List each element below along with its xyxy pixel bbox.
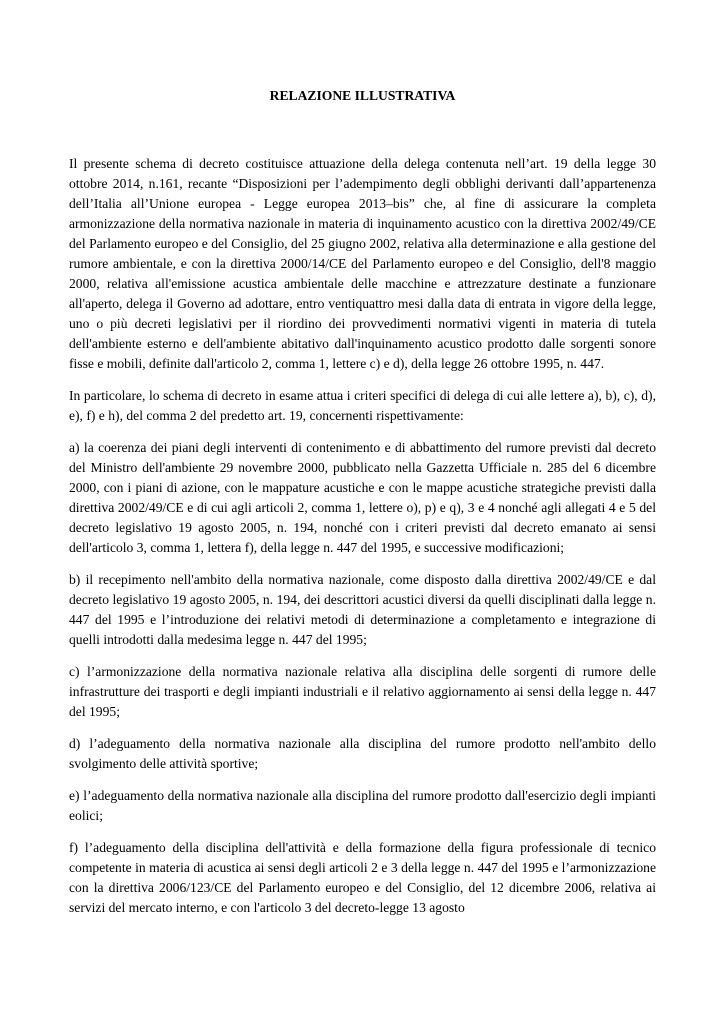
paragraph-criteria: In particolare, lo schema di decreto in esame attua i criteri specifici di delega di cui alle lettere a), b), c), d), e), f) e h), del comma 2 del predetto art. 19, concernenti rispettivamente: <box>69 388 656 423</box>
paragraph-intro: Il presente schema di decreto costituisce attuazione della delega contenuta nell’art. 19 della legge 30 ottobre 2014, n.161, recante “Disposizioni per l’adempimento degli obblighi derivanti dall’appartenenza dell’Italia all’Unione europea - Legge europea 2013–bis” che, al fine di assicurare la completa armonizzazione della normativa nazionale in materia di inquinamento acustico con la direttiva 2002/49/CE del Parlamento europeo e del Consiglio, del 25 giugno 2002, relativa alla determinazione e alla gestione del rumore ambientale, e con la direttiva 2000/14/CE del Parlamento europeo e del Consiglio, dell'8 maggio 2000, relativa all'emissione acustica ambientale delle macchine e attrezzature destinate a funzionare all'aperto, delega il Governo ad adottare, entro ventiquattro mesi dalla data di entrata in vigore della legge, uno o più decreti legislativi per il riordino dei provvedimenti normativi vigenti in materia di tutela dell'ambiente esterno e dell'ambiente abitativo dall'inquinamento acustico prodotto dalle sorgenti sonore fisse e mobili, definite dall'articolo 2, comma 1, lettere c) e d), della legge 26 ottobre 1995, n. 447. <box>69 156 656 371</box>
document-title: RELAZIONE ILLUSTRATIVA <box>269 88 456 103</box>
paragraph-item-c: c) l’armonizzazione della normativa nazionale relativa alla disciplina delle sorgenti di rumore delle infrastrutture dei trasporti e degli impianti industriali e il relativo aggiornamento ai sensi della legge n. 447 del 1995; <box>69 664 656 719</box>
paragraph-item-f: f) l’adeguamento della disciplina dell'attività e della formazione della figura professionale di tecnico competente in materia di acustica ai sensi degli articoli 2 e 3 della legge n. 447 del 1995 e l’armonizzazione con la direttiva 2006/123/CE del Parlamento europeo e del Consiglio, del 12 dicembre 2006, relativa ai servizi del mercato interno, e con l'articolo 3 del decreto-legge 13 agosto <box>69 840 656 915</box>
paragraph-item-b: b) il recepimento nell'ambito della normativa nazionale, come disposto dalla direttiva 2002/49/CE e dal decreto legislativo 19 agosto 2005, n. 194, dei descrittori acustici diversi da quelli disciplinati dalla legge n. 447 del 1995 e l’introduzione dei relativi metodi di determinazione a completamento e integrazione di quelli introdotti dalla medesima legge n. 447 del 1995; <box>69 572 656 647</box>
paragraph-item-d: d) l’adeguamento della normativa nazionale alla disciplina del rumore prodotto nell'ambito dello svolgimento delle attività sportive; <box>69 736 656 771</box>
paragraph-item-a: a) la coerenza dei piani degli interventi di contenimento e di abbattimento del rumore previsti dal decreto del Ministro dell'ambiente 29 novembre 2000, pubblicato nella Gazzetta Ufficiale n. 285 del 6 dicembre 2000, con i piani di azione, con le mappature acustiche e con le mappe acustiche strategiche previsti dalla direttiva 2002/49/CE e di cui agli articoli 2, comma 1, lettere o), p) e q), 3 e 4 nonché agli allegati 4 e 5 del decreto legislativo 19 agosto 2005, n. 194, nonché con i criteri previsti dal decreto emanato ai sensi dell'articolo 3, comma 1, lettera f), della legge n. 447 del 1995, e successive modificazioni; <box>69 440 656 555</box>
paragraph-item-e: e) l’adeguamento della normativa nazionale alla disciplina del rumore prodotto dall'esercizio degli impianti eolici; <box>69 788 656 823</box>
